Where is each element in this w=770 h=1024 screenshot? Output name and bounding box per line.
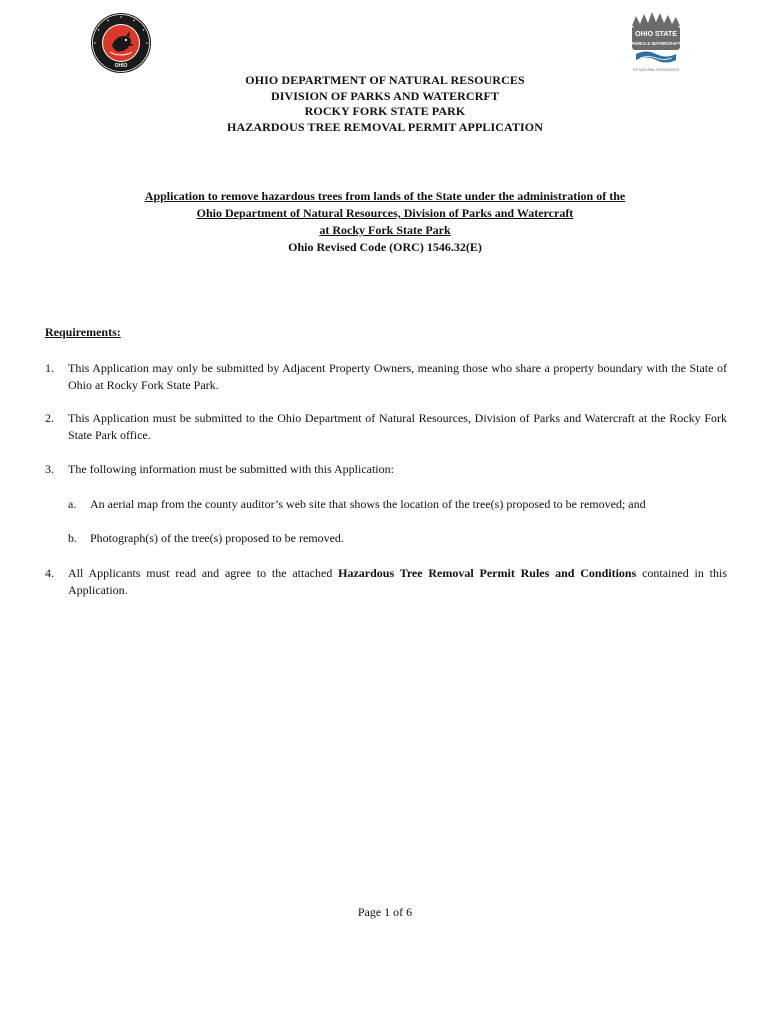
subtitle-line-4: Ohio Revised Code (ORC) 1546.32(E) — [288, 240, 482, 254]
header-line-4: HAZARDOUS TREE REMOVAL PERMIT APPLICATION — [227, 119, 543, 134]
logo-line3: OF NATURAL RESOURCES — [632, 68, 680, 72]
item-text: The following information must be submitted with this Application: — [68, 462, 394, 476]
requirement-item-4 — [45, 565, 727, 599]
item-text — [68, 565, 727, 599]
item-text: This Application must be submitted to the Ohio Department of Natural Resources, Division of Parks and Watercraft at the Rocky Fork State Park office. — [68, 411, 727, 442]
subtitle-line-2: Ohio Department of Natural Resources, Division of Parks and Watercraft — [196, 206, 574, 220]
subitem-text: Photograph(s) of the tree(s) proposed to be removed. — [90, 531, 344, 545]
requirement-item-1 — [45, 360, 727, 394]
odnr-seal-logo — [90, 12, 152, 74]
item-number: 4. — [45, 566, 54, 580]
item-text: This Application may only be submitted by Adjacent Property Owners, meaning those who share a property boundary with the State of Ohio at Rocky Fork State Park. — [68, 361, 727, 392]
logo-line2: PARKS & WATERCRAFT — [631, 41, 681, 46]
item-number: 2. — [45, 411, 54, 425]
rules-conditions-title: Hazardous Tree Removal Permit Rules and Conditions — [338, 566, 637, 580]
header-line-2: DIVISION OF PARKS AND WATERCRFT — [270, 88, 500, 103]
requirements-heading: Requirements: — [45, 325, 121, 339]
requirement-subitem-a — [68, 496, 728, 513]
subitem-text: An aerial map from the county auditor’s web site that shows the location of the tree(s) proposed to be removed; and — [90, 497, 646, 511]
requirement-subitem-b — [68, 530, 728, 547]
seal-bottom-text: OHIO — [114, 63, 128, 69]
item-number: 3. — [45, 462, 54, 476]
requirement-item-2 — [45, 410, 727, 444]
item-number: 1. — [45, 361, 54, 375]
document-header — [0, 73, 770, 135]
page-number: Page 1 of 6 — [357, 905, 413, 919]
subitem-letter: b. — [68, 531, 77, 545]
parks-watercraft-logo — [626, 8, 686, 76]
item-text-after: contained in this Application. — [68, 566, 727, 597]
header-line-3: ROCKY FORK STATE PARK — [304, 104, 466, 118]
subtitle-line-1: Application to remove hazardous trees from lands of the State under the administration of the — [144, 189, 626, 203]
header-line-1: OHIO DEPARTMENT OF NATURAL RESOURCES — [245, 73, 525, 87]
requirement-item-3 — [45, 461, 727, 478]
logo-line1: OHIO STATE — [635, 31, 677, 38]
application-subtitle — [0, 188, 770, 256]
item-text-before: All Applicants must read and agree to the attached — [68, 566, 339, 580]
subtitle-line-3: at Rocky Fork State Park — [319, 223, 451, 237]
subitem-letter: a. — [68, 497, 77, 511]
